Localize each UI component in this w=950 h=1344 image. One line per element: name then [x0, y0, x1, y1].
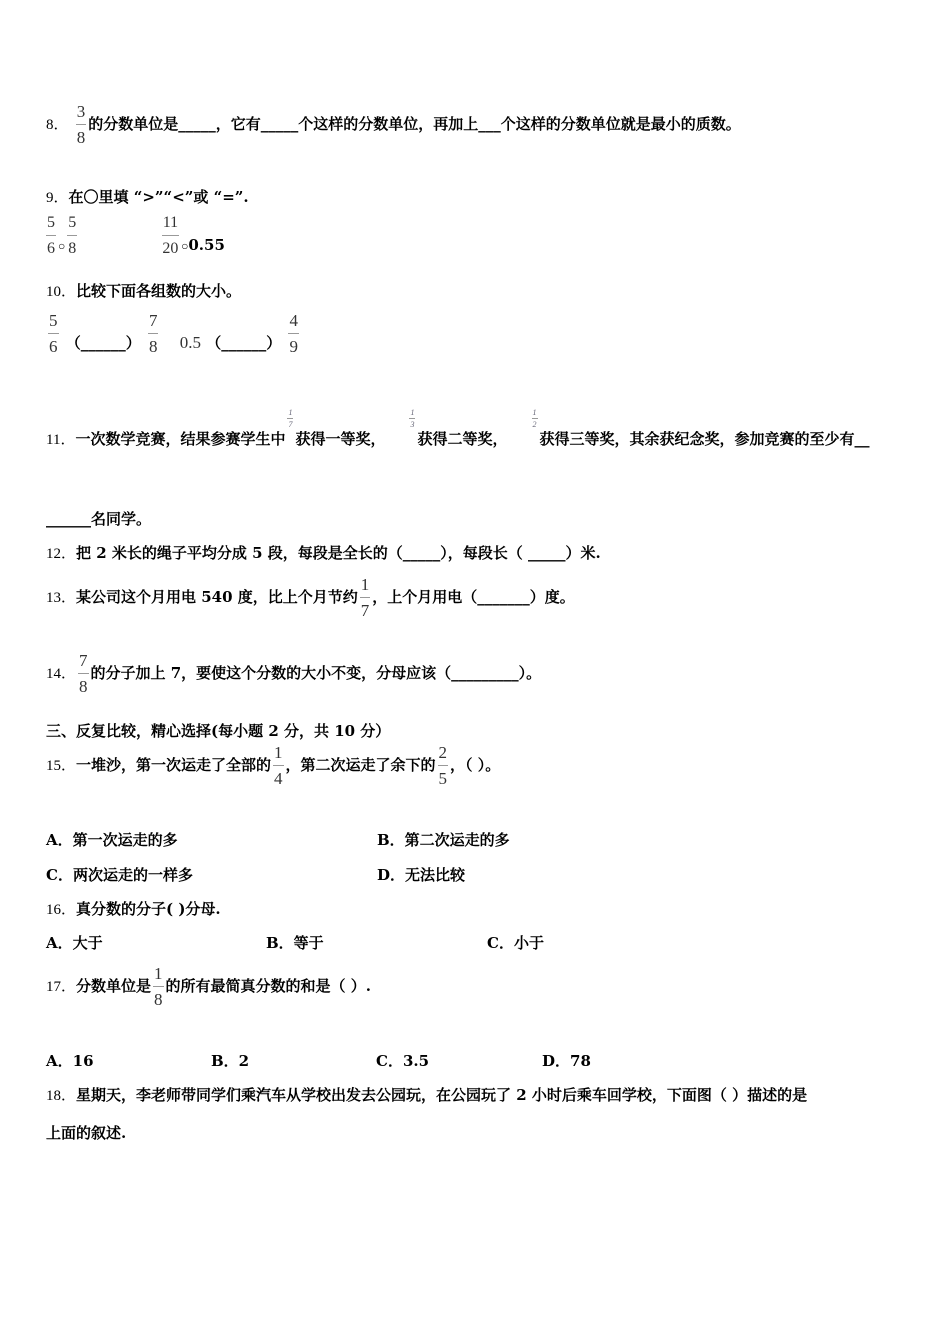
option-b[interactable]: B．2	[211, 1052, 250, 1070]
answer-blank[interactable]: （______）	[206, 334, 282, 352]
question-18	[46, 1084, 807, 1105]
denominator: 8	[76, 128, 86, 147]
denominator: 9	[289, 337, 298, 356]
numerator: 5	[48, 312, 59, 334]
question-number: 18．	[46, 1088, 77, 1104]
section-heading: 三、反复比较，精心选择(每小题 2 分，共 10 分）	[46, 722, 391, 740]
option-b[interactable]: B．等于	[266, 934, 324, 952]
question-text: 真分数的分子( )分母.	[76, 900, 221, 918]
option-c[interactable]: C．3.5	[376, 1052, 430, 1070]
question-text: ______名同学。	[46, 510, 152, 528]
denominator: 20	[162, 240, 179, 257]
denominator: 2	[532, 419, 537, 429]
question-9	[46, 186, 249, 207]
denominator: 5	[438, 769, 448, 788]
option-a[interactable]: A．大于	[46, 934, 103, 952]
question-8	[46, 103, 741, 147]
option-d[interactable]: D．78	[542, 1052, 591, 1070]
denominator: 8	[148, 337, 158, 356]
question-text: ，（ ）。	[450, 756, 501, 774]
option-b[interactable]: B．第二次运走的多	[377, 831, 510, 849]
numerator: 1	[288, 407, 293, 417]
denominator: 7	[360, 601, 370, 620]
question-text: 比较下面各组数的大小。	[76, 282, 242, 300]
denominator: 4	[274, 769, 283, 788]
question-12	[46, 542, 601, 563]
denominator: 7	[288, 419, 293, 429]
question-10-items	[46, 312, 301, 356]
value: 0.5	[179, 333, 201, 352]
numerator: 1	[360, 576, 371, 598]
question-text: 分数单位是	[76, 977, 152, 995]
question-number: 9．	[46, 190, 69, 206]
question-text: ，第二次运走了余下的	[285, 756, 436, 774]
question-text: 一堆沙，第一次运走了全部的	[76, 756, 272, 774]
numerator: 7	[78, 652, 89, 674]
question-number: 16．	[46, 902, 77, 918]
option-d[interactable]: D．无法比较	[377, 866, 466, 884]
question-number: 13．	[46, 590, 77, 606]
question-number: 15．	[46, 758, 77, 774]
question-16	[46, 898, 221, 919]
option-a[interactable]: A．16	[46, 1052, 94, 1070]
numerator: 1	[410, 407, 415, 417]
question-text: 一次数学竞赛，结果参赛学生中	[75, 430, 286, 448]
question-text: ，上个月用电（_______）度。	[372, 588, 575, 606]
question-text: 获得三等奖，其余获纪念奖，参加竞赛的至少有__	[539, 430, 870, 448]
denominator: 6	[47, 240, 55, 257]
question-text: 的所有最简真分数的和是（ ）.	[165, 977, 371, 995]
question-number: 11．	[46, 432, 76, 448]
fraction	[76, 103, 87, 147]
numerator: 1	[273, 744, 284, 766]
question-text: 星期天，李老师带同学们乘汽车从学校出发去公园玩，在公园玩了 2 小时后乘车回学校，下面图（ ）描述的是	[76, 1086, 808, 1104]
denominator: 8	[154, 990, 163, 1009]
question-text: 的分数单位是_____，它有_____个这样的分数单位，再加上___个这样的分数单位就是最小的质数。	[88, 115, 741, 133]
value: 0.55	[188, 236, 225, 254]
question-text: 获得二等奖，	[417, 430, 508, 448]
denominator: 3	[410, 419, 415, 429]
numerator: 5	[46, 214, 56, 236]
question-9-items	[44, 214, 225, 258]
question-number: 17．	[46, 979, 77, 995]
question-text: 的分子加上 7，要使这个分数的大小不变，分母应该（_________）。	[90, 664, 542, 682]
numerator: 2	[438, 744, 449, 766]
denominator: 8	[79, 677, 88, 696]
question-10	[46, 280, 241, 301]
numerator: 5	[67, 214, 77, 236]
question-number: 10．	[46, 284, 77, 300]
denominator: 8	[68, 240, 77, 257]
compare-circle: ○	[58, 239, 66, 253]
numerator: 1	[532, 407, 537, 417]
denominator: 6	[49, 337, 58, 356]
question-number: 8．	[46, 117, 69, 133]
question-11-cont	[46, 508, 151, 529]
question-13	[46, 576, 575, 620]
option-a[interactable]: A．第一次运走的多	[46, 831, 178, 849]
numerator: 3	[76, 103, 87, 125]
question-text: 在〇里填 “>”“<”或 “=”.	[68, 188, 249, 206]
option-c[interactable]: C．两次运走的一样多	[46, 866, 193, 884]
question-text: 某公司这个月用电 540 度，比上个月节约	[76, 588, 358, 606]
question-14	[46, 652, 541, 696]
question-number: 14．	[46, 666, 77, 682]
question-15	[46, 744, 500, 788]
numerator: 1	[153, 965, 164, 987]
question-17	[46, 965, 371, 1009]
question-11	[46, 407, 870, 451]
numerator: 11	[162, 214, 179, 236]
answer-blank[interactable]: （______）	[65, 334, 141, 352]
question-text: 把 2 米长的绳子平均分成 5 段，每段是全长的（_____），每段长（ _____）米.	[76, 544, 601, 562]
numerator: 4	[288, 312, 299, 334]
numerator: 7	[148, 312, 159, 334]
question-text: 获得一等奖，	[295, 430, 386, 448]
option-c[interactable]: C．小于	[487, 934, 544, 952]
question-text: 上面的叙述.	[46, 1124, 127, 1142]
question-number: 12．	[46, 546, 77, 562]
compare-circle: ○	[181, 239, 189, 253]
